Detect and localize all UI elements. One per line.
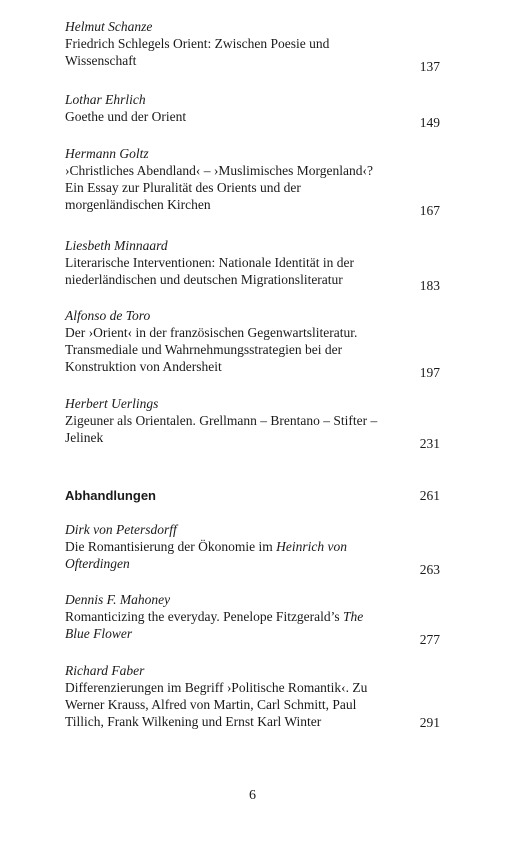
toc-entry [65, 145, 440, 218]
entry-title: Goethe und der Orient [65, 109, 187, 124]
toc-entry [65, 662, 440, 730]
toc-entry [65, 237, 440, 293]
entry-title: ›Christliches Abendland‹ – ›Muslimisches Morgenland‹? Ein Essay zur Pluralität des Orients und der morgenländischen Kirchen [65, 163, 373, 212]
section-page-number: 261 [419, 488, 440, 503]
entry-title: Friedrich Schlegels Orient: Zwischen Poesie und Wissenschaft [65, 36, 330, 68]
entry-title: Romanticizing the everyday. Penelope Fitzgerald’s The Blue Flower [65, 609, 364, 641]
entry-page-number: 183 [419, 278, 440, 293]
entry-title-italic: Heinrich von Ofterdingen [65, 539, 347, 571]
toc-entry [65, 521, 440, 577]
entry-title: Der ›Orient‹ in der französischen Gegenwartsliteratur. Transmediale und Wahrnehmungsstrategien bei der Konstruktion von Andersheit [65, 325, 358, 374]
entry-author: Dennis F. Mahoney [65, 592, 171, 607]
entry-author: Herbert Uerlings [65, 396, 159, 411]
entry-title-italic: The Blue Flower [65, 609, 364, 641]
entry-page-number: 197 [419, 365, 440, 380]
entry-author: Liesbeth Minnaard [65, 238, 168, 253]
entry-author: Alfonso de Toro [65, 308, 151, 323]
toc-entry [65, 91, 440, 130]
toc-entry [65, 395, 440, 451]
entry-author: Dirk von Petersdorff [65, 522, 177, 537]
entry-page-number: 291 [419, 715, 440, 730]
entry-page-number: 277 [419, 632, 440, 647]
entry-author: Richard Faber [65, 663, 145, 678]
entry-title: Zigeuner als Orientalen. Grellmann – Brentano – Stifter – Jelinek [65, 413, 378, 445]
entry-title: Literarische Interventionen: Nationale Identität in der niederländischen und deutschen Migrationsliteratur [65, 255, 355, 287]
entry-page-number: 137 [419, 59, 440, 74]
toc-entry [65, 18, 440, 74]
toc-entry [65, 307, 440, 380]
entry-page-number: 231 [419, 436, 440, 451]
entry-author: Helmut Schanze [65, 19, 153, 34]
page-number: 6 [249, 788, 256, 803]
entry-author: Hermann Goltz [65, 146, 149, 161]
toc-entry [65, 591, 440, 647]
entry-author: Lothar Ehrlich [65, 92, 146, 107]
section-heading [65, 487, 440, 504]
entry-title: Die Romantisierung der Ökonomie im Heinrich von Ofterdingen [65, 539, 347, 571]
section-title: Abhandlungen [65, 488, 156, 503]
entry-page-number: 167 [419, 203, 440, 218]
entry-page-number: 263 [419, 562, 440, 577]
entry-title: Differenzierungen im Begriff ›Politische Romantik‹. Zu Werner Krauss, Alfred von Martin, Carl Schmitt, Paul Tillich, Frank Wilkening und Ernst Karl Winter [65, 680, 368, 729]
entry-page-number: 149 [419, 115, 440, 130]
